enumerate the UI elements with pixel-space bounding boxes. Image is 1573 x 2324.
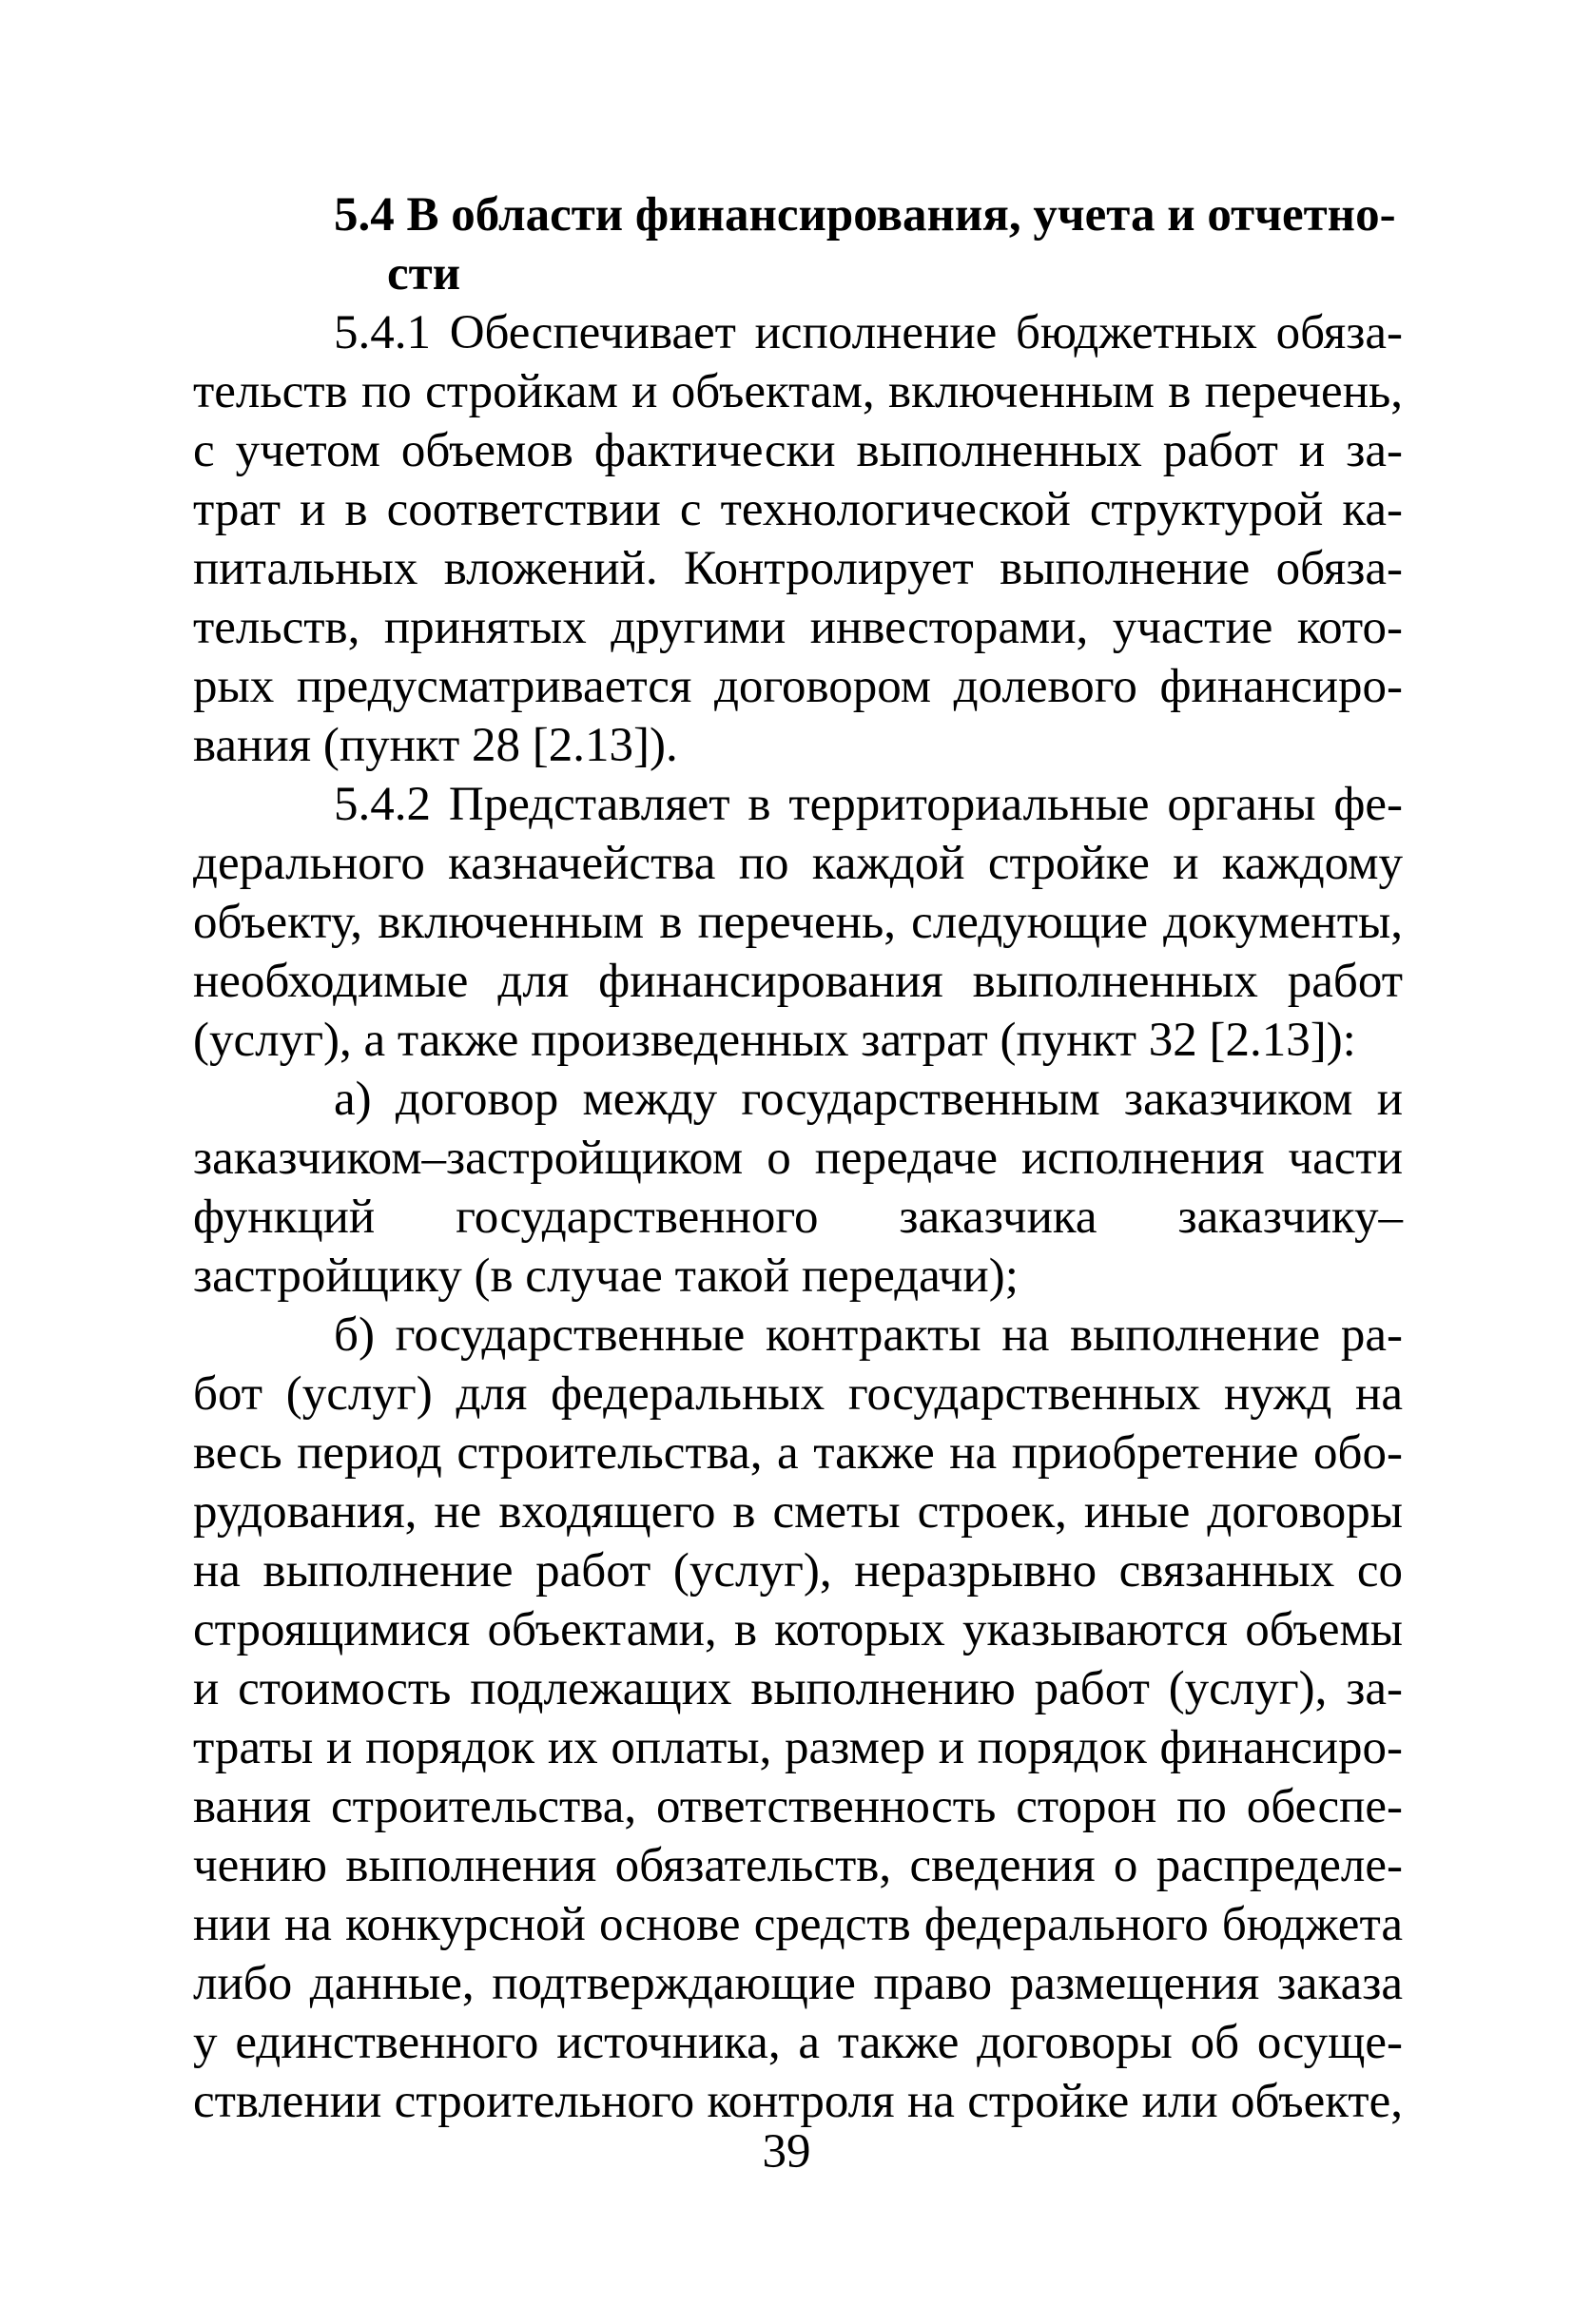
list-item-b-line: чению выполнения обязательств, сведения о распределе- [193, 1839, 1403, 1892]
page-text-block [193, 185, 1403, 2131]
paragraph-5-4-2-line: (услуг), а также произведенных затрат (пункт 32 [2.13]): [193, 1014, 1356, 1067]
list-item-b-line: весь период строительства, а также на приобретение обо- [193, 1426, 1403, 1480]
list-item-b-line: нии на конкурсной основе средств федерального бюджета [193, 1898, 1403, 1951]
list-item-b-line: траты и порядок их оплаты, размер и порядок финансиро- [193, 1721, 1403, 1774]
section-heading-line-1: 5.4 В области финансирования, учета и отчетно- [334, 188, 1396, 242]
list-item-b-line: рудования, не входящего в сметы строек, иные договоры [193, 1485, 1403, 1539]
list-item-b-line: строящимися объектами, в которых указываются объемы [193, 1603, 1403, 1656]
list-item-b-line: у единственного источника, а также договоры об осуще- [193, 2016, 1403, 2069]
list-item-b-line: бот (услуг) для федеральных государственных нужд на [193, 1367, 1403, 1421]
paragraph-5-4-1-line: вания (пункт 28 [2.13]). [193, 719, 678, 772]
list-item-a-line: застройщику (в случае такой передачи); [193, 1249, 1019, 1303]
section-heading-line-2: сти [387, 247, 461, 300]
paragraph-5-4-1-line: тельств по стройкам и объектам, включенным в перечень, [193, 365, 1403, 418]
paragraph-5-4-1-line: питальных вложений. Контролирует выполнение обяза- [193, 542, 1403, 595]
paragraph-5-4-2-line: необходимые для финансирования выполненных работ [193, 955, 1403, 1008]
paragraph-5-4-1-line: трат и в соответствии с технологической структурой ка- [193, 483, 1403, 536]
list-item-b-line: ствлении строительного контроля на стройке или объекте, [193, 2075, 1403, 2128]
paragraph-5-4-1-line: рых предусматривается договором долевого финансиро- [193, 660, 1403, 713]
list-item-b-line: либо данные, подтверждающие право размещения заказа [193, 1957, 1403, 2010]
list-item-b-line: и стоимость подлежащих выполнению работ (услуг), за- [193, 1662, 1403, 1715]
list-item-a-line: функций государственного заказчика заказчику– [193, 1191, 1403, 1244]
list-item-b-line: на выполнение работ (услуг), неразрывно связанных со [193, 1544, 1403, 1598]
paragraph-5-4-2-line: объекту, включенным в перечень, следующие документы, [193, 896, 1403, 949]
list-item-a-line: а) договор между государственным заказчиком и [334, 1073, 1403, 1126]
paragraph-5-4-2-line: дерального казначейства по каждой стройке и каждому [193, 837, 1403, 890]
list-item-b-line: б) государственные контракты на выполнение ра- [334, 1308, 1403, 1362]
list-item-a-line: заказчиком–застройщиком о передаче исполнения части [193, 1132, 1403, 1185]
paragraph-5-4-2-line: 5.4.2 Представляет в территориальные органы фе- [334, 778, 1403, 831]
list-item-b-line: вания строительства, ответственность сторон по обеспе- [193, 1780, 1403, 1833]
paragraph-5-4-1-line: 5.4.1 Обеспечивает исполнение бюджетных обяза- [334, 306, 1403, 359]
paragraph-5-4-1-line: с учетом объемов фактически выполненных работ и за- [193, 424, 1403, 477]
page-number: 39 [762, 2125, 811, 2179]
paragraph-5-4-1-line: тельств, принятых другими инвесторами, участие кото- [193, 601, 1403, 654]
